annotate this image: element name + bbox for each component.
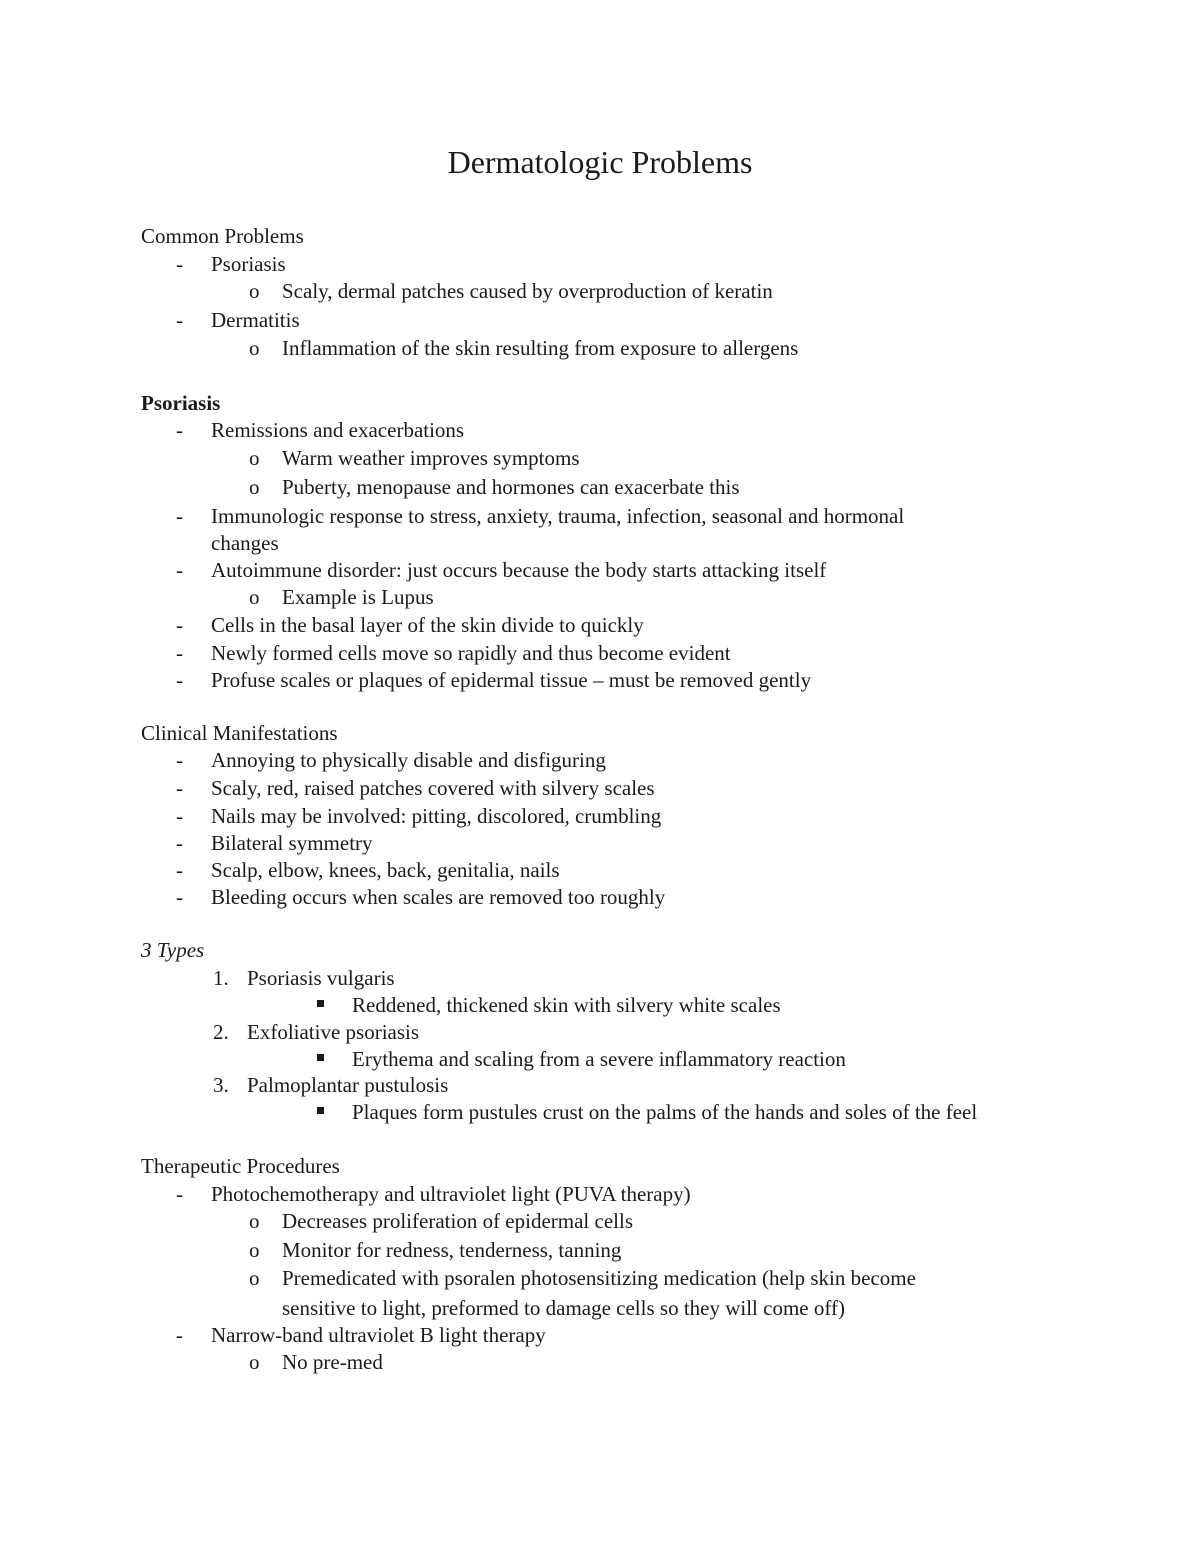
circle-bullet: o bbox=[249, 446, 260, 470]
list-item: Newly formed cells move so rapidly and thus become evident bbox=[211, 641, 731, 665]
list-number: 2. bbox=[213, 1020, 229, 1044]
list-item: Psoriasis bbox=[211, 252, 286, 276]
dash-bullet: - bbox=[176, 418, 183, 442]
dash-bullet: - bbox=[176, 776, 183, 800]
circle-bullet: o bbox=[249, 585, 260, 609]
list-item: Decreases proliferation of epidermal cells bbox=[282, 1209, 634, 1233]
list-item: Psoriasis vulgaris bbox=[247, 966, 395, 990]
list-number: 3. bbox=[213, 1073, 229, 1097]
circle-bullet: o bbox=[249, 1238, 260, 1262]
list-item: Plaques form pustules crust on the palms of the hands and soles of the feel bbox=[352, 1100, 978, 1124]
list-item-continuation: sensitive to light, preformed to damage cells so they will come off) bbox=[282, 1296, 845, 1320]
square-bullet bbox=[317, 1000, 324, 1007]
dash-bullet: - bbox=[176, 858, 183, 882]
dash-bullet: - bbox=[176, 641, 183, 665]
list-item: Profuse scales or plaques of epidermal tissue – must be removed gently bbox=[211, 668, 812, 692]
list-item: Reddened, thickened skin with silvery white scales bbox=[352, 993, 781, 1017]
list-item: Erythema and scaling from a severe inflammatory reaction bbox=[352, 1047, 846, 1071]
list-item: Immunologic response to stress, anxiety, trauma, infection, seasonal and hormonal bbox=[211, 504, 905, 528]
dash-bullet: - bbox=[176, 1182, 183, 1206]
list-item: Example is Lupus bbox=[282, 585, 434, 609]
square-bullet bbox=[317, 1054, 324, 1061]
dash-bullet: - bbox=[176, 504, 183, 528]
section-heading-3-types: 3 Types bbox=[141, 938, 205, 962]
list-item: Bleeding occurs when scales are removed too roughly bbox=[211, 885, 666, 909]
list-item: Photochemotherapy and ultraviolet light (PUVA therapy) bbox=[211, 1182, 691, 1206]
list-item: Inflammation of the skin resulting from exposure to allergens bbox=[282, 336, 799, 360]
circle-bullet: o bbox=[249, 1266, 260, 1290]
list-item: Premedicated with psoralen photosensitizing medication (help skin become bbox=[282, 1266, 916, 1290]
list-item-continuation: changes bbox=[211, 531, 279, 555]
dash-bullet: - bbox=[176, 613, 183, 637]
list-item: Nails may be involved: pitting, discolored, crumbling bbox=[211, 804, 662, 828]
circle-bullet: o bbox=[249, 336, 260, 360]
list-item: Remissions and exacerbations bbox=[211, 418, 465, 442]
list-item: Scaly, red, raised patches covered with silvery scales bbox=[211, 776, 655, 800]
dash-bullet: - bbox=[176, 831, 183, 855]
list-item: Palmoplantar pustulosis bbox=[247, 1073, 449, 1097]
list-item: Scalp, elbow, knees, back, genitalia, nails bbox=[211, 858, 560, 882]
section-heading-clinical-manifestations: Clinical Manifestations bbox=[141, 721, 338, 745]
list-item: Cells in the basal layer of the skin divide to quickly bbox=[211, 613, 644, 637]
dash-bullet: - bbox=[176, 748, 183, 772]
list-item: Exfoliative psoriasis bbox=[247, 1020, 420, 1044]
dash-bullet: - bbox=[176, 308, 183, 332]
section-heading-therapeutic-procedures: Therapeutic Procedures bbox=[141, 1154, 340, 1178]
circle-bullet: o bbox=[249, 279, 260, 303]
dash-bullet: - bbox=[176, 668, 183, 692]
dash-bullet: - bbox=[176, 558, 183, 582]
section-heading-psoriasis: Psoriasis bbox=[141, 391, 221, 415]
list-number: 1. bbox=[213, 966, 229, 990]
list-item: Warm weather improves symptoms bbox=[282, 446, 580, 470]
list-item: Narrow-band ultraviolet B light therapy bbox=[211, 1323, 546, 1347]
dash-bullet: - bbox=[176, 1323, 183, 1347]
dash-bullet: - bbox=[176, 804, 183, 828]
section-heading-common-problems: Common Problems bbox=[141, 224, 304, 248]
square-bullet bbox=[317, 1107, 324, 1114]
dash-bullet: - bbox=[176, 885, 183, 909]
list-item: No pre-med bbox=[282, 1350, 383, 1374]
list-item: Dermatitis bbox=[211, 308, 300, 332]
list-item: Scaly, dermal patches caused by overproduction of keratin bbox=[282, 279, 773, 303]
dash-bullet: - bbox=[176, 252, 183, 276]
list-item: Bilateral symmetry bbox=[211, 831, 373, 855]
list-item: Puberty, menopause and hormones can exacerbate this bbox=[282, 475, 740, 499]
list-item: Monitor for redness, tenderness, tanning bbox=[282, 1238, 622, 1262]
circle-bullet: o bbox=[249, 475, 260, 499]
page-title: Dermatologic Problems bbox=[447, 144, 753, 180]
list-item: Autoimmune disorder: just occurs because the body starts attacking itself bbox=[211, 558, 827, 582]
circle-bullet: o bbox=[249, 1209, 260, 1233]
circle-bullet: o bbox=[249, 1350, 260, 1374]
list-item: Annoying to physically disable and disfiguring bbox=[211, 748, 606, 772]
